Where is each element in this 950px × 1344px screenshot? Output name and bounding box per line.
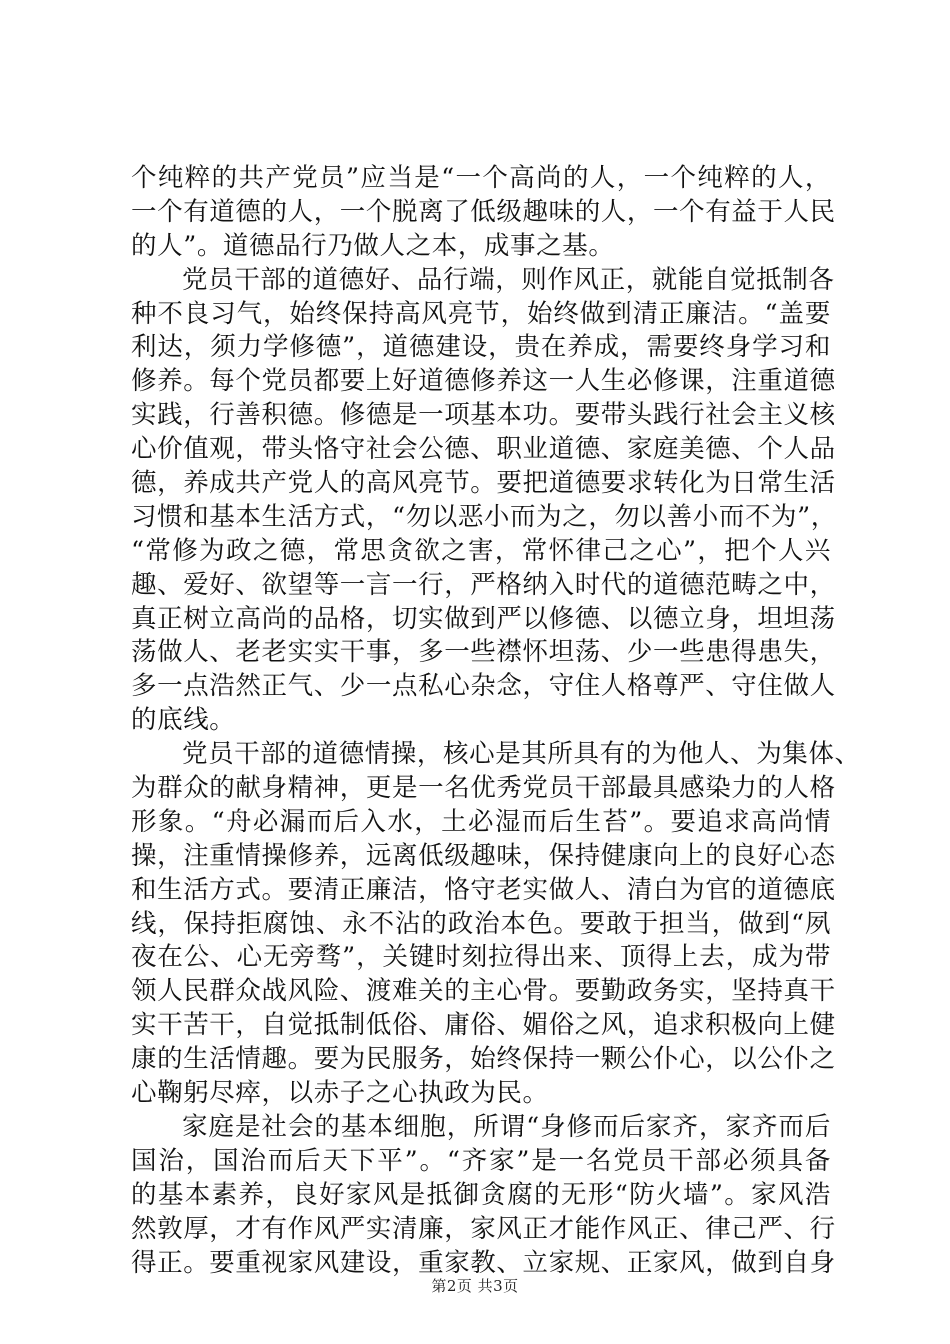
text-line: 家庭是社会的基本细胞，所谓“身修而后家齐，家齐而后 bbox=[182, 1111, 831, 1142]
text-line: 多一点浩然正气、少一点私心杂念，守住人格尊严、守住做人 bbox=[131, 671, 836, 702]
text-line: 的人”。道德品行乃做人之本，成事之基。 bbox=[131, 230, 615, 261]
text-line: 党员干部的道德情操，核心是其所具有的为他人、为集体、 bbox=[182, 739, 861, 770]
text-line: 修养。每个党员都要上好道德修养这一人生必修课，注重道德 bbox=[131, 366, 836, 397]
text-line: 一个有道德的人，一个脱离了低级趣味的人，一个有益于人民 bbox=[131, 196, 836, 227]
text-line: 夜在公、心无旁骛”，关键时刻拉得出来、顶得上去，成为带 bbox=[131, 942, 831, 973]
page-number: 第2页 共3页 bbox=[431, 1277, 519, 1295]
text-line: 和生活方式。要清正廉洁，恪守老实做人、清白为官的道德底 bbox=[131, 874, 836, 905]
text-line: 形象。“舟必漏而后入水，土必湿而后生苔”。要追求高尚情 bbox=[131, 806, 831, 837]
text-line: 种不良习气，始终保持高风亮节，始终做到清正廉洁。“盖要 bbox=[131, 298, 831, 329]
text-line: 为群众的献身精神，更是一名优秀党员干部最具感染力的人格 bbox=[131, 773, 836, 804]
text-line: 心鞠躬尽瘁，以赤子之心执政为民。 bbox=[131, 1078, 549, 1109]
text-line: 习惯和基本生活方式，“勿以恶小而为之，勿以善小而不为”， bbox=[131, 501, 837, 532]
text-line: 实践，行善积德。修德是一项基本功。要带头践行社会主义核 bbox=[131, 400, 836, 431]
text-line: 国治，国治而后天下平”。“齐家”是一名党员干部必须具备 bbox=[131, 1145, 831, 1176]
text-line: 得正。要重视家风建设，重家教、立家规、正家风，做到自身 bbox=[131, 1247, 836, 1278]
text-line: 实干苦干，自觉抵制低俗、庸俗、媚俗之风，追求积极向上健 bbox=[131, 1010, 836, 1041]
text-line: 然敦厚，才有作风严实清廉，家风正才能作风正、律己严、行 bbox=[131, 1213, 836, 1244]
document-body bbox=[131, 162, 861, 1280]
page-footer bbox=[0, 1275, 950, 1296]
text-line: 个纯粹的共产党员”应当是“一个高尚的人，一个纯粹的人， bbox=[131, 163, 831, 193]
text-line: 利达，须力学修德”，道德建设，贵在养成，需要终身学习和 bbox=[131, 332, 831, 363]
text-line: 趣、爱好、欲望等一言一行，严格纳入时代的道德范畴之中， bbox=[131, 569, 836, 600]
text-line: “常修为政之德，常思贪欲之害，常怀律己之心”，把个人兴 bbox=[131, 535, 831, 566]
text-line: 线，保持拒腐蚀、永不沾的政治本色。要敢于担当，做到“夙 bbox=[131, 908, 831, 939]
text-line: 操，注重情操修养，远离低级趣味，保持健康向上的良好心态 bbox=[131, 840, 836, 871]
text-line: 心价值观，带头恪守社会公德、职业道德、家庭美德、个人品 bbox=[131, 434, 836, 465]
text-line: 德，养成共产党人的高风亮节。要把道德要求转化为日常生活 bbox=[131, 468, 836, 499]
text-line: 荡做人、老老实实干事，多一些襟怀坦荡、少一些患得患失， bbox=[131, 637, 836, 668]
text-line: 党员干部的道德好、品行端，则作风正，就能自觉抵制各 bbox=[182, 264, 835, 295]
text-line: 康的生活情趣。要为民服务，始终保持一颗公仆心，以公仆之 bbox=[131, 1044, 836, 1075]
text-line: 真正树立高尚的品格，切实做到严以修德、以德立身，坦坦荡 bbox=[131, 603, 836, 634]
text-line: 的底线。 bbox=[131, 705, 236, 736]
text-line: 领人民群众战风险、渡难关的主心骨。要勤政务实，坚持真干 bbox=[131, 976, 836, 1007]
text-line: 的基本素养，良好家风是抵御贪腐的无形“防火墙”。家风浩 bbox=[131, 1179, 831, 1210]
